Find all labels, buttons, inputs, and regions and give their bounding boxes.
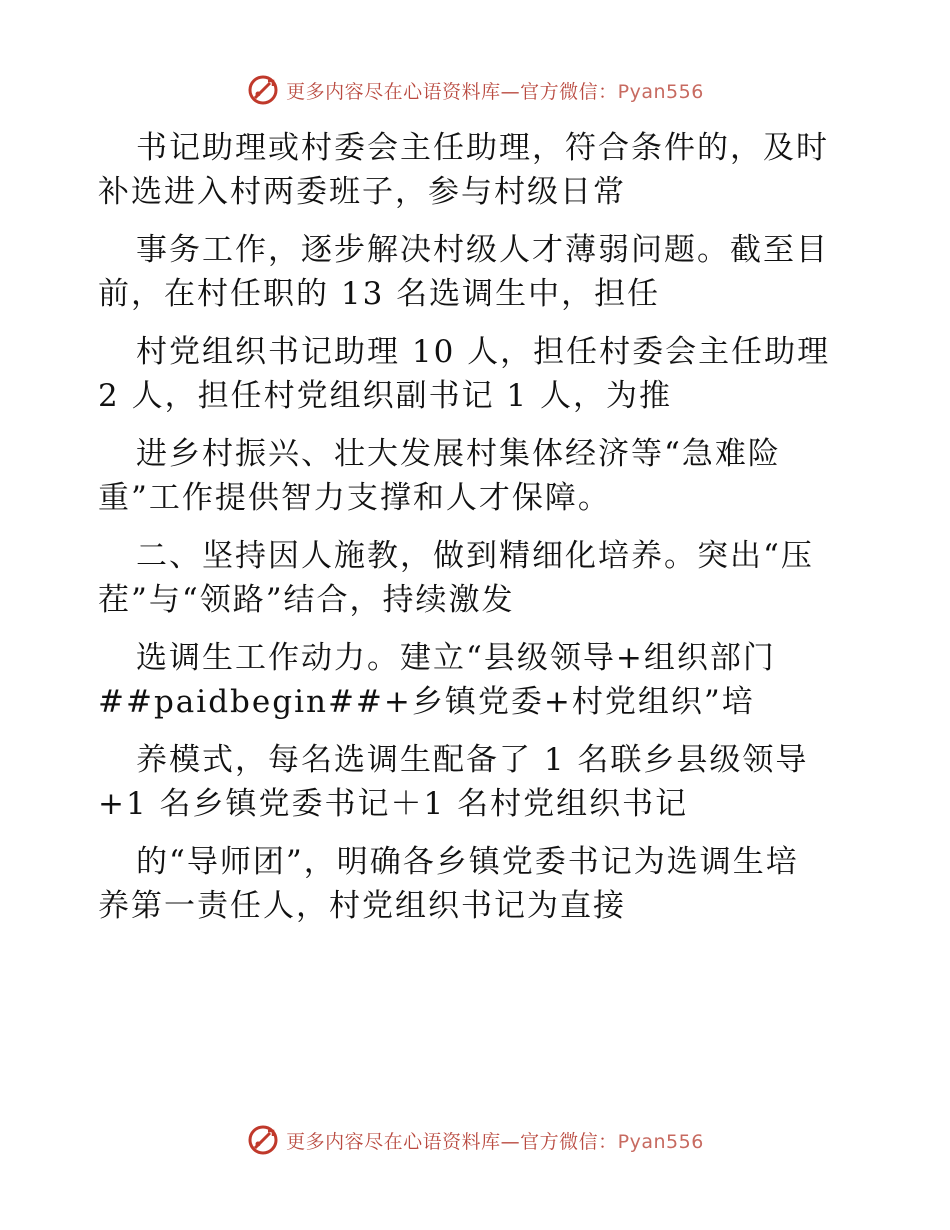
- footer-watermark: [0, 1120, 950, 1160]
- text-line: 的“导师团”，明确各乡镇党委书记为选调生培: [136, 844, 799, 880]
- text-line: ##paidbegin##+乡镇党委+村党组织”培: [98, 684, 755, 720]
- watermark-logo-icon: [246, 73, 280, 107]
- text-line: 养模式，每名选调生配备了 1 名联乡县级领导: [136, 742, 809, 778]
- text-line: 茬”与“领路”结合，持续激发: [98, 582, 515, 618]
- header-watermark: [0, 70, 950, 110]
- text-line: 补选进入村两委班子，参与村级日常: [98, 174, 626, 210]
- watermark-text: [286, 1127, 704, 1154]
- text-line: +1 名乡镇党委书记＋1 名村党组织书记: [98, 786, 689, 822]
- text-line: 事务工作，逐步解决村级人才薄弱问题。截至目: [136, 232, 829, 268]
- text-line: 进乡村振兴、壮大发展村集体经济等“急难险: [136, 436, 781, 472]
- watermark-main: 更多内容尽在心语资料库—官方微信：: [286, 1130, 618, 1153]
- watermark-main: 更多内容尽在心语资料库—官方微信：: [286, 80, 618, 103]
- text-line: 村党组织书记助理 10 人，担任村委会主任助理: [136, 334, 831, 370]
- text-line: 书记助理或村委会主任助理，符合条件的，及时: [136, 130, 829, 166]
- text-line: 二、坚持因人施教，做到精细化培养。突出“压: [136, 538, 814, 574]
- watermark-text: [286, 77, 704, 104]
- text-line: 养第一责任人，村党组织书记为直接: [98, 888, 626, 924]
- watermark-handle: Pyan556: [617, 1130, 704, 1153]
- watermark-logo-icon: [246, 1123, 280, 1157]
- text-line: 2 人，担任村党组织副书记 1 人，为推: [98, 378, 673, 414]
- text-line: 选调生工作动力。建立“县级领导+组织部门: [136, 640, 776, 676]
- text-line: 前，在村任职的 13 名选调生中，担任: [98, 276, 661, 312]
- document-body: [98, 126, 858, 928]
- watermark-handle: Pyan556: [617, 80, 704, 103]
- text-line: 重”工作提供智力支撑和人才保障。: [98, 480, 611, 516]
